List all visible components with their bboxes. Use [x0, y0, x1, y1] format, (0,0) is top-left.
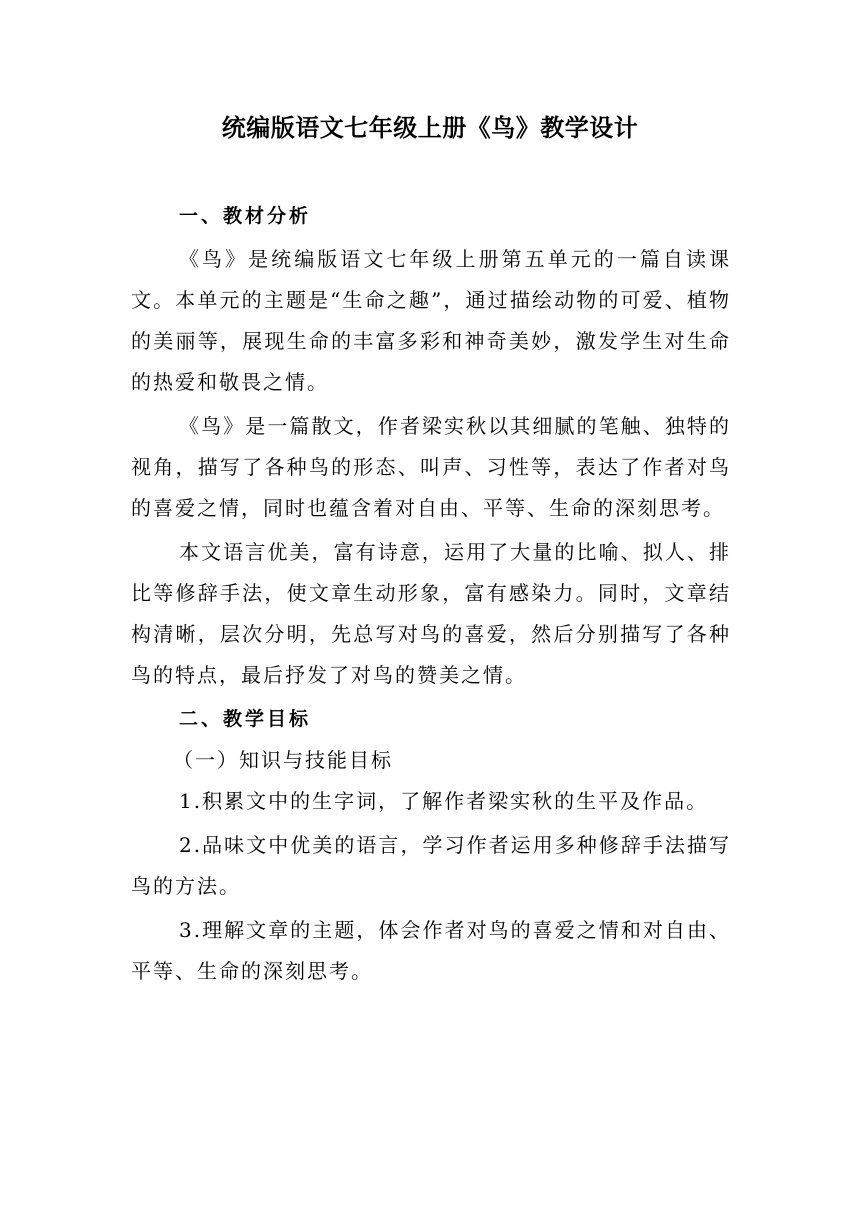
objective-item: 2.品味文中优美的语言，学习作者运用多种修辞手法描写鸟的方法。 [131, 833, 731, 898]
objective-item: 3.理解文章的主题，体会作者对鸟的喜爱之情和对自由、平等、生命的深刻思考。 [131, 918, 731, 983]
document-body [131, 196, 731, 992]
objective-item: 1.积累文中的生字词，了解作者梁实秋的生平及作品。 [179, 789, 709, 813]
paragraph: 《鸟》是统编版语文七年级上册第五单元的一篇自读课文。本单元的主题是“生命之趣”，通过描绘动物的可爱、植物的美丽等，展现生命的丰富多彩和神奇美妙，激发学生对生命的热爱和敬畏之情。 [131, 247, 731, 394]
subsection-heading: （一）知识与技能目标 [173, 748, 393, 772]
paragraph: 本文语言优美，富有诗意，运用了大量的比喻、拟人、排比等修辞手法，使文章生动形象，富有感染力。同时，文章结构清晰，层次分明，先总写对鸟的喜爱，然后分别描写了各种鸟的特点，最后抒发了对鸟的赞美之情。 [131, 540, 731, 687]
paragraph: 《鸟》是一篇散文，作者梁实秋以其细腻的笔触、独特的视角，描写了各种鸟的形态、叫声、习性等，表达了作者对鸟的喜爱之情，同时也蕴含着对自由、平等、生命的深刻思考。 [131, 414, 731, 520]
section-heading-analysis: 一、教材分析 [179, 205, 312, 227]
section-heading-objectives: 二、教学目标 [179, 708, 312, 730]
document-title: 统编版语文七年级上册《鸟》教学设计 [221, 114, 639, 142]
